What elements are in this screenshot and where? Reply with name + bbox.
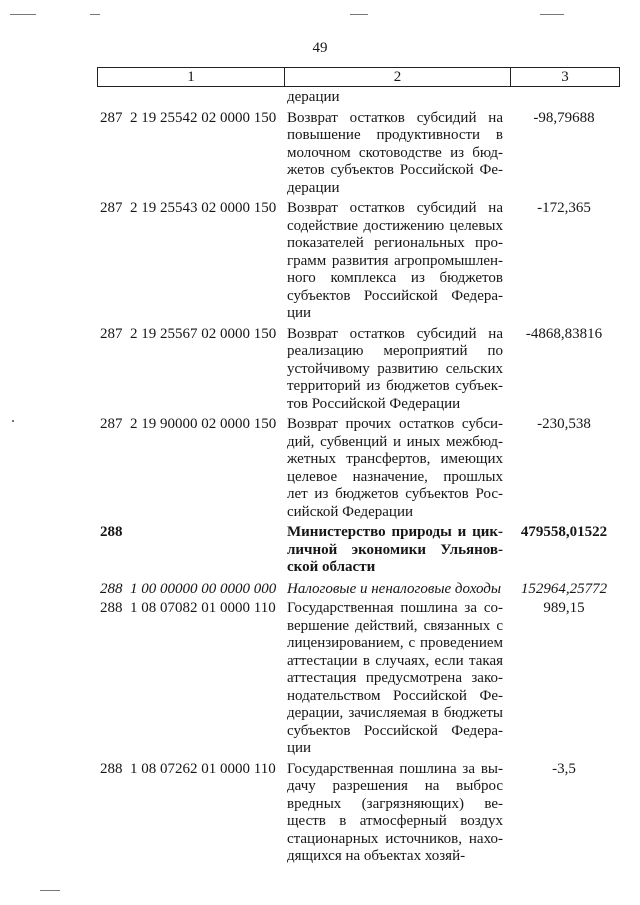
scan-speck: [12, 420, 14, 422]
item-description: [287, 581, 503, 599]
description-line: субъектов Российской Федера-: [287, 287, 503, 304]
column-header-3: 3: [510, 67, 620, 87]
description-line: нодательством Российской Фе-: [287, 687, 503, 704]
amount: -230,538: [537, 416, 591, 432]
budget-code: 288 1 00 00000 00 0000 000: [100, 580, 277, 597]
description-line: аттестация предусмотрена зако-: [287, 670, 503, 686]
table-row: [0, 416, 640, 521]
item-description: [287, 416, 503, 521]
amount: -3,5: [552, 760, 576, 777]
item-description: [287, 110, 503, 198]
description-line: дерации: [287, 179, 340, 196]
scan-speck: [40, 890, 60, 891]
description-line: вершение действий, связанных с: [287, 617, 503, 634]
description-line: дерации, зачисляемая в бюджеты: [287, 705, 503, 721]
page-number: 49: [312, 40, 328, 56]
description-line: аттестации в случаях, если такая: [287, 652, 503, 669]
description-line: ской области: [287, 559, 376, 575]
budget-code: 287 2 19 25567 02 0000 150: [100, 325, 277, 342]
description-line: Возврат остатков субсидий на: [287, 325, 503, 342]
description-line: ного комплекса из бюджетов: [287, 270, 503, 286]
description-line: дачу разрешения на выброс: [287, 778, 503, 794]
amount: 479558,01522: [520, 524, 608, 540]
item-description: [287, 200, 503, 323]
description-line: реализацию мероприятий по: [287, 343, 503, 359]
item-description: [287, 89, 503, 107]
item-description: [287, 326, 503, 414]
description-line: территорий из бюджетов субъек-: [287, 378, 503, 394]
budget-code: 288 1 08 07262 01 0000 110: [100, 760, 276, 777]
description-line: тов Российской Федерации: [287, 395, 461, 412]
description-line: стационарных источников, нахо-: [287, 830, 503, 847]
budget-code: 287 2 19 25543 02 0000 150: [100, 200, 277, 216]
description-line: целевое назначение, прошлых: [287, 468, 503, 485]
description-line: лицензированием, с проведением: [287, 635, 503, 651]
scan-speck: [350, 14, 368, 15]
table-row: [0, 326, 640, 414]
description-line: ции: [287, 305, 312, 321]
description-line: Возврат остатков субсидий на: [287, 200, 503, 216]
scan-speck: [540, 14, 564, 15]
scan-speck: [10, 14, 36, 15]
description-line: лет из бюджетов субъектов Рос-: [287, 486, 503, 502]
description-line: Государственная пошлина за со-: [287, 600, 503, 616]
description-line: жетных трансфертов, имеющих: [287, 451, 503, 467]
item-description: [287, 524, 503, 577]
table-row: [0, 524, 640, 577]
description-line: устойчивому развитию сельских: [287, 360, 503, 377]
description-line: жетов субъектов Российской Фе-: [287, 162, 503, 178]
description-line: сийской Федерации: [287, 503, 414, 520]
description-line: Налоговые и неналоговые доходы: [287, 580, 502, 597]
description-line: Возврат прочих остатков субси-: [287, 416, 503, 432]
description-line: Государственная пошлина за вы-: [287, 760, 503, 777]
column-header-1: 1: [97, 67, 285, 87]
budget-code: 288: [100, 524, 123, 540]
amount: -4868,83816: [525, 325, 603, 342]
description-line: молочном скотоводстве из бюд-: [287, 144, 503, 161]
amount: 989,15: [543, 600, 585, 616]
budget-code: 288 1 08 07082 01 0000 110: [100, 600, 276, 616]
description-line: дерации: [287, 89, 340, 105]
description-line: дий, субвенций и иных межбюд-: [287, 433, 503, 450]
description-line: Возврат остатков субсидий на: [287, 109, 503, 126]
table-row: [0, 581, 640, 599]
amount: 152964,25772: [520, 580, 608, 597]
budget-code: 287 2 19 90000 02 0000 150: [100, 416, 277, 432]
budget-code: 287 2 19 25542 02 0000 150: [100, 109, 277, 126]
amount: -172,365: [537, 200, 591, 216]
description-line: показателей региональных про-: [287, 235, 503, 251]
table-row: [0, 600, 640, 758]
description-line: ции: [287, 740, 312, 756]
description-line: дящихся на объектах хозяй-: [287, 848, 466, 864]
amount: -98,79688: [533, 109, 595, 126]
description-line: содействие достижению целевых: [287, 217, 503, 234]
description-line: грамм развития агропромышлен-: [287, 252, 503, 269]
table-row: [0, 110, 640, 198]
description-line: вредных (загрязняющих) ве-: [287, 795, 503, 812]
item-description: [287, 600, 503, 758]
description-line: ществ в атмосферный воздух: [287, 813, 503, 829]
description-line: субъектов Российской Федера-: [287, 722, 503, 739]
scan-speck: [90, 14, 100, 15]
column-header-2: 2: [284, 67, 511, 87]
description-line: Министерство природы и цик-: [287, 524, 503, 540]
description-line: личной экономики Ульянов-: [287, 541, 503, 558]
description-line: повышение продуктивности в: [287, 127, 503, 143]
table-row: [0, 761, 640, 866]
table-row: [0, 200, 640, 323]
table-row: [0, 89, 640, 107]
item-description: [287, 761, 503, 866]
